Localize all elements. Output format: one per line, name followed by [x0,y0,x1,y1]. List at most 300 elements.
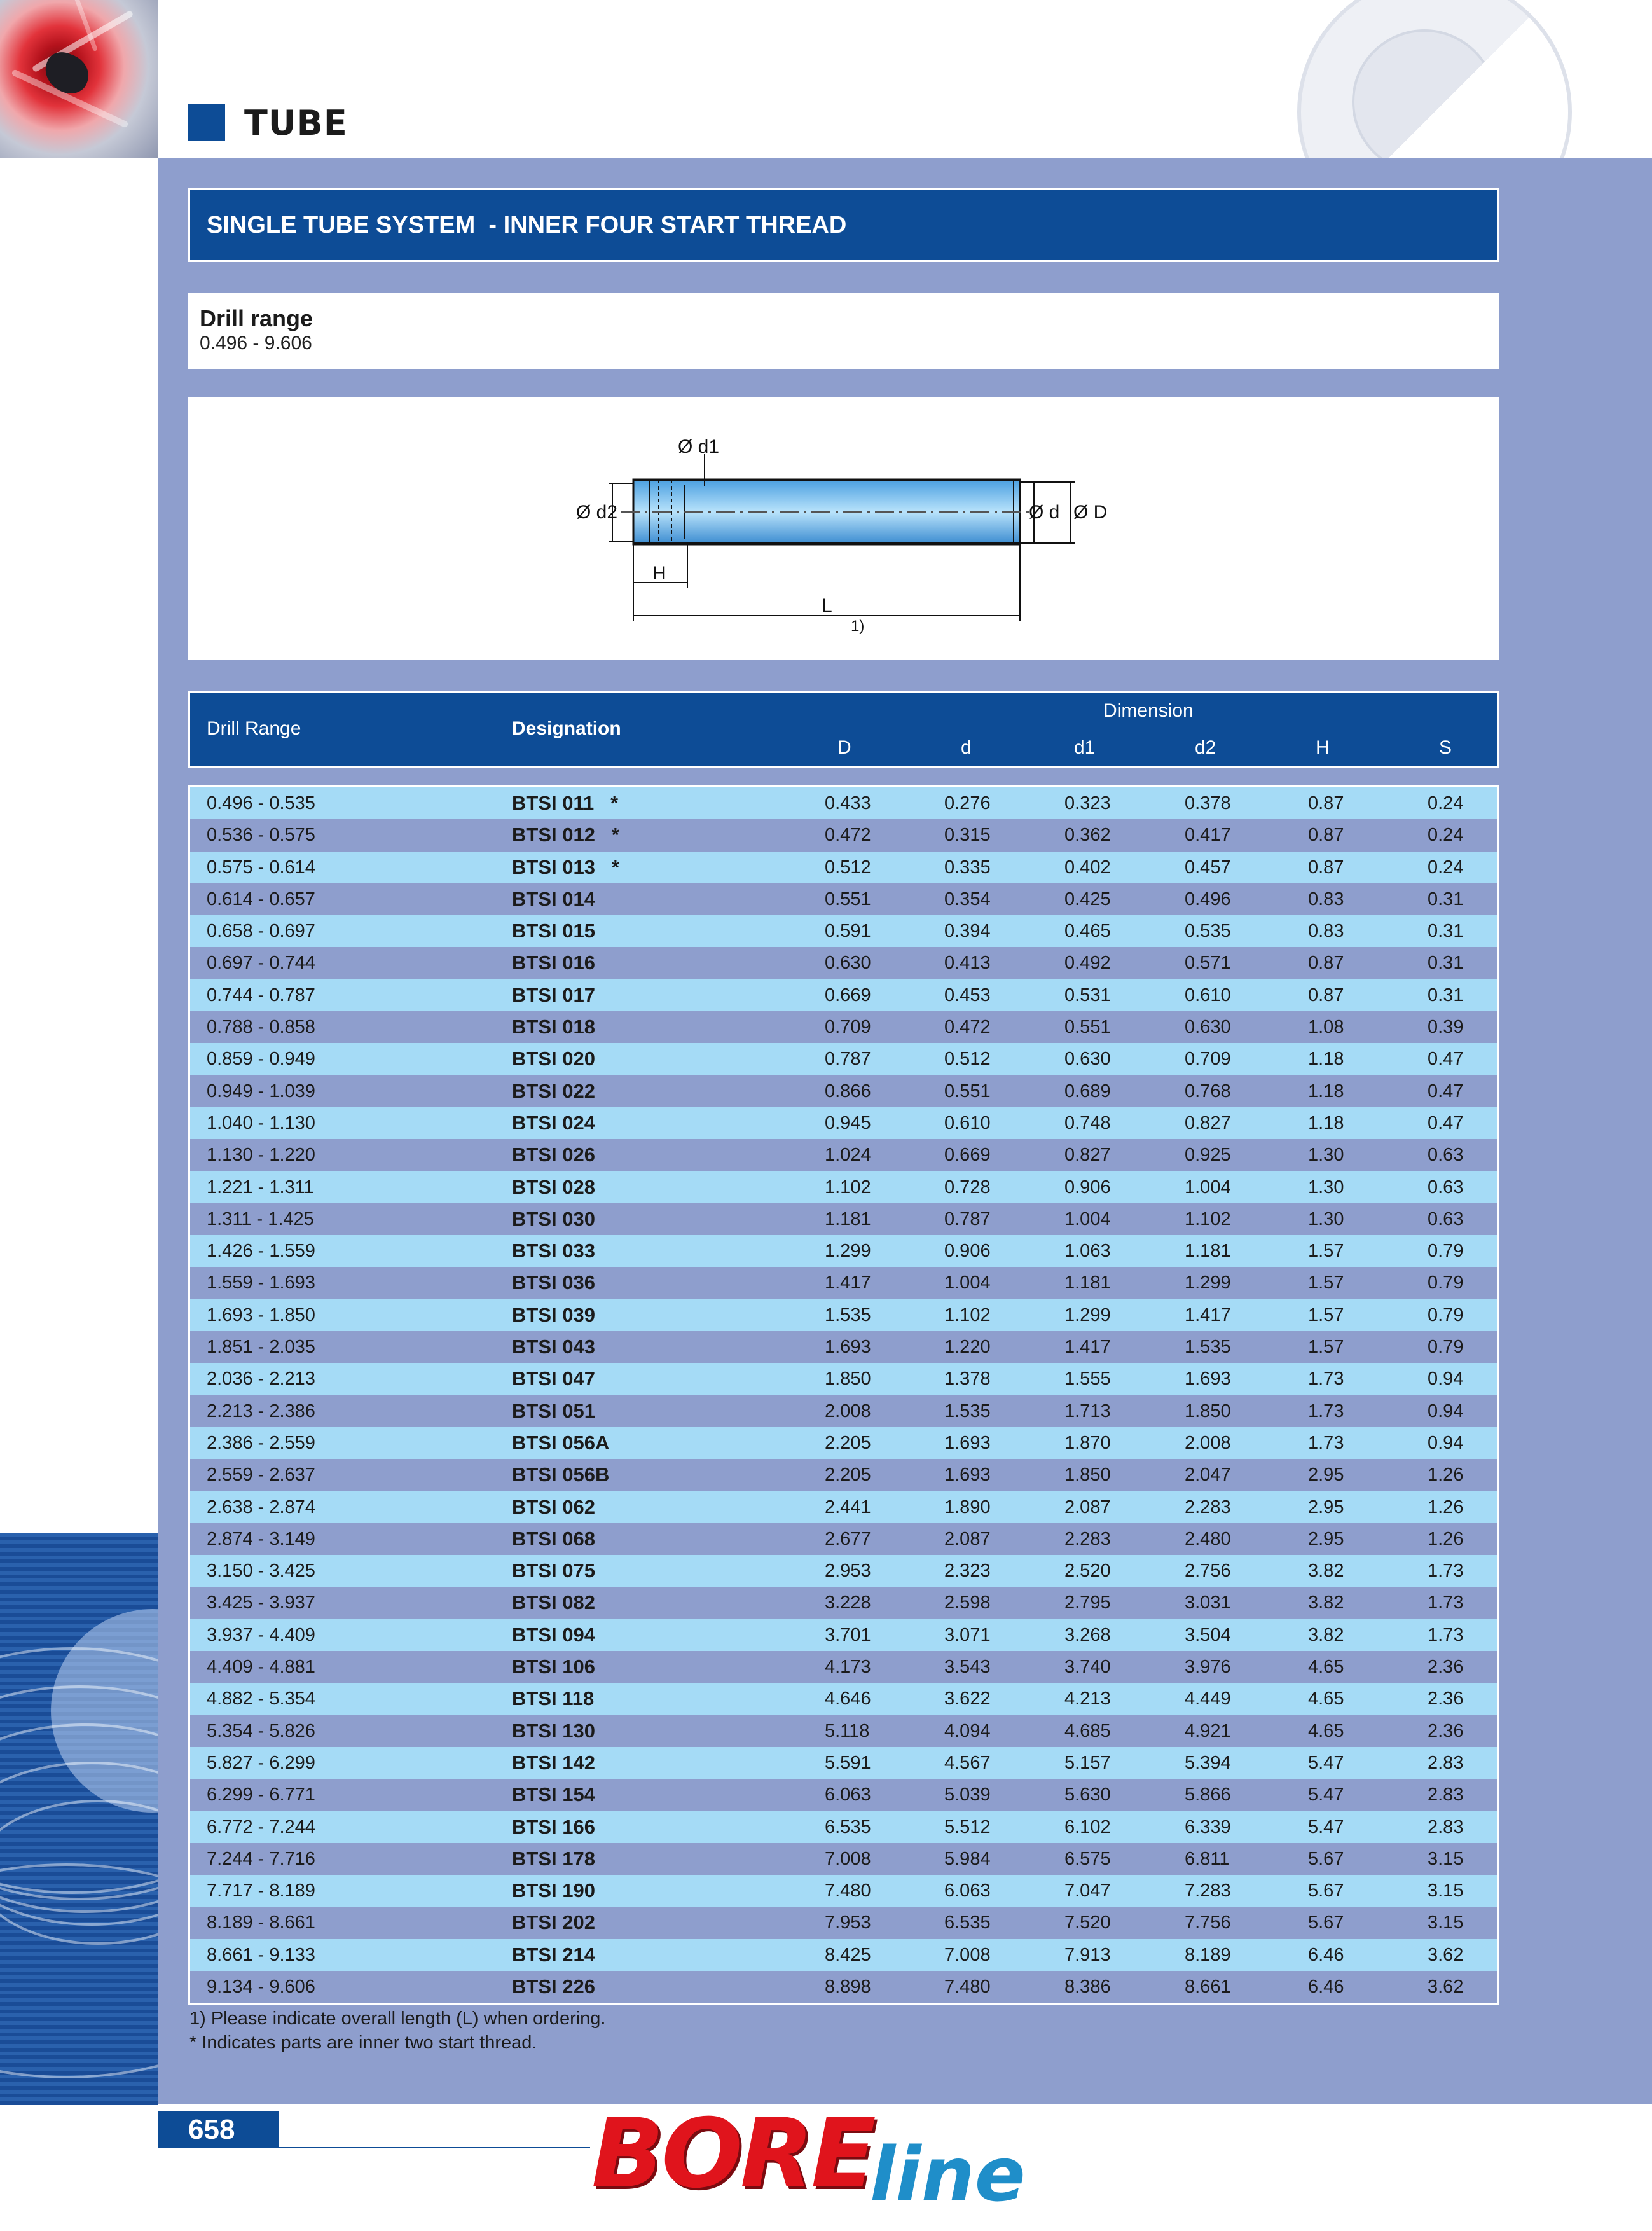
table-row [190,1171,1497,1203]
label-note: 1) [851,618,865,635]
cell-D: 7.480 [825,1881,871,1902]
cell-d: 0.787 [944,1208,991,1229]
cell-d: 5.512 [944,1816,991,1837]
cell-d: 0.551 [944,1081,991,1102]
logo-line: line [869,2131,1026,2218]
cell-des: BTSI 062 [512,1495,595,1518]
cell-range: 0.496 - 0.535 [207,793,315,813]
cell-S: 3.62 [1428,1976,1464,1997]
cell-d2: 3.976 [1185,1657,1231,1678]
cell-D: 0.945 [825,1112,871,1133]
cell-d2: 0.925 [1185,1145,1231,1166]
table-row [190,915,1497,947]
cell-H: 0.87 [1308,953,1344,974]
cell-d2: 1.535 [1185,1337,1231,1358]
cell-d2: 5.866 [1185,1785,1231,1806]
table-row [190,1267,1497,1299]
cell-d1: 1.713 [1064,1400,1111,1421]
cell-d2: 6.339 [1185,1816,1231,1837]
cell-S: 0.31 [1428,921,1464,942]
cell-H: 5.67 [1308,1881,1344,1902]
cell-S: 2.36 [1428,1720,1464,1741]
cell-d: 4.094 [944,1720,991,1741]
cell-range: 1.221 - 1.311 [207,1177,314,1198]
section-title-bar [188,188,1499,262]
cell-d1: 1.850 [1064,1465,1111,1486]
header-d2: d2 [1195,737,1216,758]
table-row [190,1875,1497,1907]
cell-d2: 4.921 [1185,1720,1231,1741]
cell-d2: 2.008 [1185,1432,1231,1453]
cell-range: 4.882 - 5.354 [207,1689,315,1710]
cell-d2: 8.661 [1185,1976,1231,1997]
cell-H: 1.18 [1308,1081,1344,1102]
cell-des: BTSI 056A [512,1431,610,1454]
cell-S: 1.26 [1428,1465,1464,1486]
cell-S: 3.15 [1428,1848,1464,1869]
cell-H: 2.95 [1308,1528,1344,1549]
cell-range: 3.150 - 3.425 [207,1561,315,1582]
cell-D: 1.417 [825,1273,871,1294]
left-decoration [0,1533,158,2105]
cell-d1: 0.402 [1064,857,1111,878]
cell-d: 5.039 [944,1785,991,1806]
cell-range: 0.614 - 0.657 [207,888,315,909]
cell-d1: 1.004 [1064,1208,1111,1229]
cell-d1: 2.283 [1064,1528,1111,1549]
cell-d2: 1.417 [1185,1304,1231,1325]
table-row [190,1843,1497,1875]
cell-des: BTSI 017 [512,983,595,1006]
cell-S: 0.47 [1428,1112,1464,1133]
cell-S: 3.15 [1428,1881,1464,1902]
cell-H: 6.46 [1308,1944,1344,1965]
cell-d1: 1.870 [1064,1432,1111,1453]
cell-d: 0.728 [944,1177,991,1198]
cell-range: 1.311 - 1.425 [207,1208,314,1229]
table-row [190,979,1497,1011]
cell-d2: 3.504 [1185,1624,1231,1645]
header-d: d [961,737,972,758]
table-row [190,852,1497,883]
cell-des: BTSI 226 [512,1975,595,1998]
cell-d2: 0.457 [1185,857,1231,878]
cell-S: 0.63 [1428,1208,1464,1229]
cell-D: 0.512 [825,857,871,878]
cell-des: BTSI 142 [512,1751,595,1774]
cell-D: 8.898 [825,1976,871,1997]
cell-D: 0.433 [825,793,871,813]
cell-des: BTSI 068 [512,1527,595,1550]
cell-H: 4.65 [1308,1657,1344,1678]
cell-d: 0.512 [944,1049,991,1070]
cell-S: 1.26 [1428,1496,1464,1517]
cell-d: 6.063 [944,1881,991,1902]
cell-d2: 1.299 [1185,1273,1231,1294]
cell-d1: 0.689 [1064,1081,1111,1102]
table-row [190,1331,1497,1363]
cell-H: 1.18 [1308,1049,1344,1070]
cell-S: 0.63 [1428,1177,1464,1198]
cell-S: 0.39 [1428,1017,1464,1038]
cell-d1: 0.492 [1064,953,1111,974]
cell-H: 2.95 [1308,1465,1344,1486]
label-d: Ø d [1029,502,1060,523]
cell-range: 0.859 - 0.949 [207,1049,315,1070]
table-row [190,1907,1497,1938]
cell-D: 2.008 [825,1400,871,1421]
cell-d2: 2.480 [1185,1528,1231,1549]
cell-d: 0.276 [944,793,991,813]
cell-d1: 4.213 [1064,1689,1111,1710]
cell-D: 2.205 [825,1465,871,1486]
cell-H: 1.57 [1308,1273,1344,1294]
cell-des: BTSI 130 [512,1719,595,1742]
cell-d1: 8.386 [1064,1976,1111,1997]
cell-d: 6.535 [944,1912,991,1933]
cell-S: 0.63 [1428,1145,1464,1166]
cell-D: 0.669 [825,984,871,1005]
tube-diagram [188,397,1499,660]
cell-S: 2.83 [1428,1816,1464,1837]
cell-d2: 0.630 [1185,1017,1231,1038]
table-row [190,1587,1497,1619]
cell-d1: 0.323 [1064,793,1111,813]
label-H: H [652,563,666,584]
cell-D: 1.693 [825,1337,871,1358]
cell-range: 6.772 - 7.244 [207,1816,315,1837]
label-d1: Ø d1 [678,436,720,457]
table-row [190,1523,1497,1555]
cell-S: 0.31 [1428,953,1464,974]
cell-des: BTSI 118 [512,1687,595,1710]
cell-d1: 0.906 [1064,1177,1111,1198]
cell-des: BTSI 047 [512,1367,595,1390]
cell-D: 2.441 [825,1496,871,1517]
cell-range: 0.697 - 0.744 [207,953,315,974]
cell-S: 0.94 [1428,1369,1464,1390]
cell-S: 0.79 [1428,1273,1464,1294]
cell-D: 2.953 [825,1561,871,1582]
cell-des: BTSI 043 [512,1336,595,1358]
cell-des: BTSI 012 * [512,824,619,846]
cell-H: 4.65 [1308,1689,1344,1710]
cell-des: BTSI 033 [512,1240,595,1262]
table-row [190,1715,1497,1747]
cell-d2: 5.394 [1185,1752,1231,1773]
cell-range: 3.425 - 3.937 [207,1592,315,1613]
drill-range-box [188,293,1499,369]
cell-range: 7.717 - 8.189 [207,1881,315,1902]
cell-D: 7.953 [825,1912,871,1933]
cell-des: BTSI 039 [512,1303,595,1326]
table-row [190,1235,1497,1267]
cell-range: 5.354 - 5.826 [207,1720,315,1741]
cell-D: 7.008 [825,1848,871,1869]
cell-range: 7.244 - 7.716 [207,1848,315,1869]
cell-d: 2.598 [944,1592,991,1613]
table-row [190,1971,1497,2003]
cell-S: 0.24 [1428,825,1464,846]
cell-range: 1.040 - 1.130 [207,1112,315,1133]
cell-des: BTSI 018 [512,1016,595,1039]
cell-des: BTSI 056B [512,1463,610,1486]
cell-H: 0.87 [1308,984,1344,1005]
cell-range: 1.693 - 1.850 [207,1304,315,1325]
page-title: TUBE [244,103,348,143]
cell-d1: 7.520 [1064,1912,1111,1933]
cell-d2: 4.449 [1185,1689,1231,1710]
table-row [190,1299,1497,1331]
cell-D: 4.173 [825,1657,871,1678]
cell-d: 2.087 [944,1528,991,1549]
cell-d1: 1.063 [1064,1241,1111,1262]
cell-d2: 1.850 [1185,1400,1231,1421]
cell-D: 5.118 [825,1720,870,1741]
cell-d1: 2.520 [1064,1561,1111,1582]
cell-H: 3.82 [1308,1561,1344,1582]
cell-d: 0.453 [944,984,991,1005]
cell-H: 5.67 [1308,1912,1344,1933]
label-L: L [822,595,832,616]
cell-d: 0.394 [944,921,991,942]
cell-H: 5.67 [1308,1848,1344,1869]
cell-des: BTSI 094 [512,1623,595,1646]
footnote-length: 1) Please indicate overall length (L) when ordering. [189,2008,606,2029]
section-title: SINGLE TUBE SYSTEM - INNER FOUR START THREAD [207,211,847,238]
cell-D: 1.535 [825,1304,871,1325]
cell-d1: 0.362 [1064,825,1111,846]
cell-S: 0.47 [1428,1081,1464,1102]
cell-d1: 5.630 [1064,1785,1111,1806]
cell-des: BTSI 014 [512,887,595,910]
cell-D: 1.181 [825,1208,871,1229]
footnote-asterisk: * Indicates parts are inner two start thread. [189,2033,537,2053]
cell-d: 0.315 [944,825,991,846]
cell-d: 1.378 [944,1369,991,1390]
header-square [188,104,225,141]
cell-H: 1.73 [1308,1369,1344,1390]
table-row [190,1011,1497,1043]
cell-range: 1.559 - 1.693 [207,1273,315,1294]
cell-d: 1.693 [944,1465,991,1486]
header-dimension: Dimension [1103,700,1194,721]
cell-D: 6.535 [825,1816,871,1837]
cell-d: 7.480 [944,1976,991,1997]
table-row [190,883,1497,915]
cell-range: 1.851 - 2.035 [207,1337,315,1358]
table-row [190,1427,1497,1459]
cell-d2: 1.181 [1185,1241,1231,1262]
cell-des: BTSI 020 [512,1047,595,1070]
cell-S: 1.26 [1428,1528,1464,1549]
drill-range-label: Drill range [200,305,313,331]
cell-S: 0.47 [1428,1049,1464,1070]
cell-H: 5.47 [1308,1752,1344,1773]
cell-D: 8.425 [825,1944,871,1965]
cell-des: BTSI 075 [512,1559,595,1582]
cell-S: 0.24 [1428,857,1464,878]
cell-range: 0.658 - 0.697 [207,921,315,942]
cell-range: 1.130 - 1.220 [207,1145,315,1166]
cell-D: 0.787 [825,1049,871,1070]
cell-d2: 0.827 [1185,1112,1231,1133]
cell-d2: 0.535 [1185,921,1231,942]
cell-D: 2.205 [825,1432,871,1453]
cell-d: 0.413 [944,953,991,974]
table-row [190,1683,1497,1715]
cell-range: 8.189 - 8.661 [207,1912,315,1933]
cell-D: 3.701 [825,1624,871,1645]
cell-range: 2.638 - 2.874 [207,1496,315,1517]
logo-bore: BORE [591,2099,874,2209]
table-row [190,1619,1497,1651]
cell-d2: 0.610 [1185,984,1231,1005]
table-row [190,1363,1497,1395]
cell-range: 2.559 - 2.637 [207,1465,315,1486]
cell-d2: 0.417 [1185,825,1231,846]
cell-S: 3.62 [1428,1944,1464,1965]
cell-S: 0.94 [1428,1400,1464,1421]
cell-range: 0.744 - 0.787 [207,984,315,1005]
cell-des: BTSI 214 [512,1943,595,1966]
cell-H: 1.73 [1308,1400,1344,1421]
cell-H: 1.57 [1308,1241,1344,1262]
cell-des: BTSI 030 [512,1207,595,1230]
cell-S: 2.83 [1428,1785,1464,1806]
cell-H: 0.83 [1308,888,1344,909]
cell-d2: 2.756 [1185,1561,1231,1582]
cell-d1: 0.630 [1064,1049,1111,1070]
cell-D: 1.299 [825,1241,871,1262]
cell-D: 4.646 [825,1689,871,1710]
cell-H: 0.87 [1308,857,1344,878]
cell-des: BTSI 016 [512,951,595,974]
table-row [190,1075,1497,1107]
cell-d2: 8.189 [1185,1944,1231,1965]
data-table [188,785,1499,2005]
cell-range: 0.536 - 0.575 [207,825,315,846]
cell-H: 1.57 [1308,1337,1344,1358]
cell-des: BTSI 024 [512,1111,595,1134]
cell-H: 1.57 [1308,1304,1344,1325]
cell-S: 0.24 [1428,793,1464,813]
cell-d1: 0.551 [1064,1017,1111,1038]
table-row [190,1779,1497,1811]
cell-d: 0.472 [944,1017,991,1038]
cell-d1: 4.685 [1064,1720,1111,1741]
cell-d1: 1.181 [1064,1273,1111,1294]
cell-d1: 7.913 [1064,1944,1111,1965]
cell-des: BTSI 166 [512,1815,595,1838]
drill-range-value: 0.496 - 9.606 [200,333,312,354]
cell-des: BTSI 154 [512,1783,595,1806]
cell-d2: 1.102 [1185,1208,1231,1229]
cell-d1: 3.268 [1064,1624,1111,1645]
cell-d1: 7.047 [1064,1881,1111,1902]
cell-D: 0.709 [825,1017,871,1038]
cell-range: 3.937 - 4.409 [207,1624,315,1645]
cell-d2: 0.768 [1185,1081,1231,1102]
cell-d: 1.102 [944,1304,991,1325]
cell-d2: 0.709 [1185,1049,1231,1070]
cell-des: BTSI 011 * [512,792,619,814]
cell-range: 6.299 - 6.771 [207,1785,315,1806]
tube-drawing [188,397,1499,660]
table-row [190,1395,1497,1427]
cell-range: 0.575 - 0.614 [207,857,315,878]
cell-H: 1.73 [1308,1432,1344,1453]
cell-des: BTSI 202 [512,1911,595,1934]
cell-des: BTSI 190 [512,1879,595,1902]
cell-range: 2.386 - 2.559 [207,1432,315,1453]
page-number: 658 [158,2111,279,2148]
cell-H: 2.95 [1308,1496,1344,1517]
cell-d2: 7.756 [1185,1912,1231,1933]
cell-d1: 0.425 [1064,888,1111,909]
cell-S: 0.31 [1428,888,1464,909]
cell-d1: 2.087 [1064,1496,1111,1517]
cell-d: 7.008 [944,1944,991,1965]
cell-D: 0.630 [825,953,871,974]
cell-D: 1.102 [825,1177,871,1198]
header-designation: Designation [512,718,621,739]
cell-range: 2.874 - 3.149 [207,1528,315,1549]
cell-H: 5.47 [1308,1785,1344,1806]
cell-D: 6.063 [825,1785,871,1806]
cell-d2: 0.378 [1185,793,1231,813]
cell-d1: 6.102 [1064,1816,1111,1837]
table-row [190,1491,1497,1523]
cell-range: 8.661 - 9.133 [207,1944,315,1965]
label-d2: Ø d2 [576,502,618,523]
table-row [190,1107,1497,1139]
cell-D: 2.677 [825,1528,871,1549]
cell-H: 3.82 [1308,1592,1344,1613]
cell-des: BTSI 026 [512,1143,595,1166]
cell-D: 1.850 [825,1369,871,1390]
footnotes [189,2007,605,2055]
table-row [190,787,1497,819]
cell-d: 0.354 [944,888,991,909]
cell-d2: 2.283 [1185,1496,1231,1517]
cell-d2: 3.031 [1185,1592,1231,1613]
table-row [190,1811,1497,1843]
cell-range: 2.213 - 2.386 [207,1400,315,1421]
table-row [190,1459,1497,1491]
cell-des: BTSI 015 [512,920,595,943]
cell-d2: 2.047 [1185,1465,1231,1486]
cell-range: 0.949 - 1.039 [207,1081,315,1102]
table-row [190,1555,1497,1587]
table-row [190,1651,1497,1683]
cell-d: 3.543 [944,1657,991,1678]
table-row [190,1747,1497,1779]
table-row [190,1139,1497,1171]
cell-d1: 5.157 [1064,1752,1111,1773]
cell-d1: 0.748 [1064,1112,1111,1133]
header-D: D [837,737,851,758]
cell-range: 9.134 - 9.606 [207,1976,315,1997]
cell-H: 4.65 [1308,1720,1344,1741]
cell-d: 1.220 [944,1337,991,1358]
cell-D: 0.591 [825,921,871,942]
cell-S: 1.73 [1428,1592,1464,1613]
cell-des: BTSI 036 [512,1271,595,1294]
cell-S: 0.79 [1428,1241,1464,1262]
cell-H: 0.83 [1308,921,1344,942]
cell-d2: 1.693 [1185,1369,1231,1390]
